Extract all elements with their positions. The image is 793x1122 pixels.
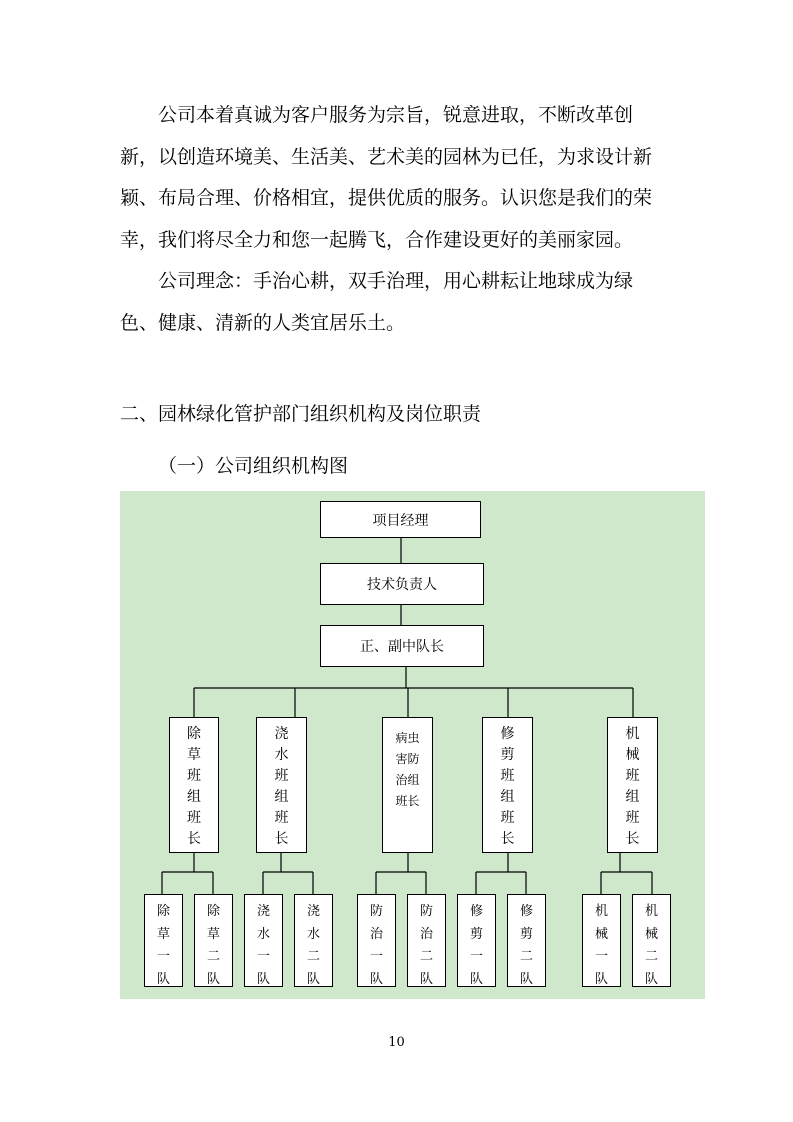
box-team-weeding-2: 除草二队	[194, 894, 233, 987]
paragraph-service: 公司本着真诚为客户服务为宗旨，锐意进取，不断改革创新，以创造环境美、生活美、艺术美的园林为已任，为求设计新颖、布局合理、价格相宜，提供优质的服务。认识您是我们的荣幸，我们将尽全力和您一起腾飞，合作建设更好的美丽家园。	[120, 104, 653, 251]
box-group-leader-pruning: 修剪班组班长	[482, 717, 533, 853]
box-technical-lead: 技术负责人	[320, 563, 484, 605]
box-group-leader-weeding: 除草班组班长	[169, 717, 219, 853]
box-team-pruning-1: 修剪一队	[457, 894, 496, 987]
box-team-machinery-1: 机械一队	[582, 894, 621, 987]
box-group-leader-pest-control: 病虫害防治组班长	[382, 717, 433, 853]
box-group-leader-machinery: 机械班组班长	[607, 717, 658, 853]
box-team-pruning-2: 修剪二队	[507, 894, 546, 987]
box-project-manager: 项目经理	[320, 501, 481, 538]
paragraph-philosophy: 公司理念：手治心耕，双手治理，用心耕耘让地球成为绿色、健康、清新的人类宜居乐土。	[120, 270, 634, 334]
box-team-pest-control-1: 防治一队	[357, 894, 396, 987]
box-team-watering-1: 浇水一队	[244, 894, 283, 987]
page-number: 10	[388, 1035, 405, 1050]
box-squad-leaders: 正、副中队长	[320, 625, 484, 667]
box-team-pest-control-2: 防治二队	[407, 894, 446, 987]
intro-paragraph	[120, 95, 670, 344]
box-group-leader-watering: 浇水班组班长	[256, 717, 307, 853]
box-team-watering-2: 浇水二队	[294, 894, 333, 987]
box-team-machinery-2: 机械二队	[632, 894, 671, 987]
section-heading: 二、园林绿化管护部门组织机构及岗位职责	[120, 403, 482, 425]
box-team-weeding-1: 除草一队	[144, 894, 183, 987]
subsection-heading: （一）公司组织机构图	[158, 455, 349, 477]
org-chart	[120, 491, 705, 999]
